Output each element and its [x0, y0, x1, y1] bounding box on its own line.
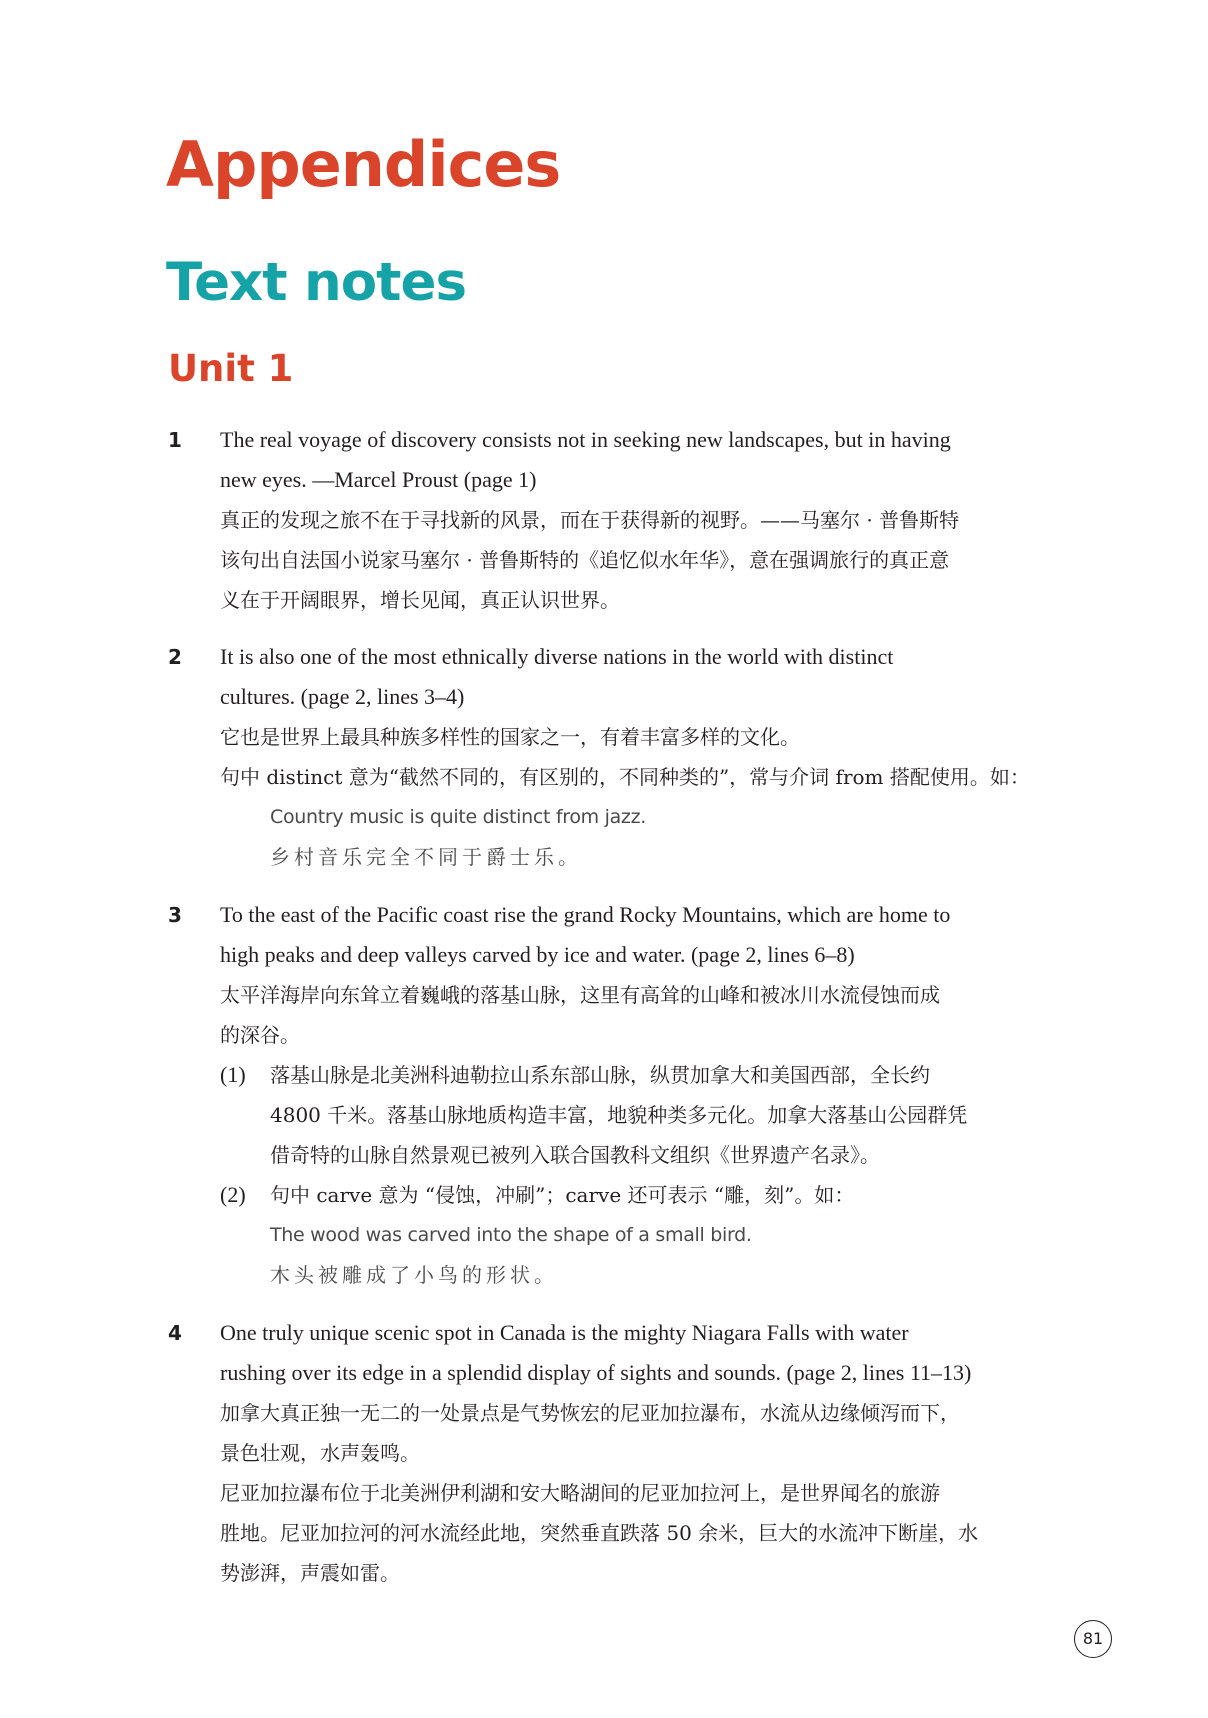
note-number: 4 — [168, 1321, 182, 1345]
note-english-line: The real voyage of discovery consists not in seeking new landscapes, but in having — [220, 427, 951, 452]
note-chinese-line: 句中 distinct 意为“截然不同的，有区别的，不同种类的”，常与介词 from 搭配使用。如： — [220, 765, 1030, 789]
sub-note-line: 句中 carve 意为 “侵蚀，冲刷”；carve 还可表示 “雕，刻”。如： — [270, 1183, 855, 1207]
unit-heading: Unit 1 — [168, 347, 294, 390]
note-chinese-line: 它也是世界上最具种族多样性的国家之一，有着丰富多样的文化。 — [220, 725, 800, 749]
example-translation: 乡村音乐完全不同于爵士乐。 — [270, 845, 582, 869]
example-sentence: Country music is quite distinct from jazz. — [270, 806, 647, 828]
note-body — [220, 637, 1065, 877]
note-chinese-line: 景色壮观，水声轰鸣。 — [220, 1441, 420, 1465]
note-english-line: rushing over its edge in a splendid display of sights and sounds. (page 2, lines 11–13) — [220, 1360, 972, 1385]
text-notes-heading: Text notes — [166, 252, 467, 313]
note-chinese-line: 该句出自法国小说家马塞尔 · 普鲁斯特的《追忆似水年华》，意在强调旅行的真正意 — [220, 548, 950, 572]
note-body — [220, 420, 1065, 620]
note-number: 1 — [168, 428, 182, 452]
note-english-line: high peaks and deep valleys carved by ice and water. (page 2, lines 6–8) — [220, 942, 855, 967]
note-chinese-line: 胜地。尼亚加拉河的河水流经此地，突然垂直跌落 50 余米，巨大的水流冲下断崖，水 — [220, 1521, 979, 1545]
appendices-heading: Appendices — [166, 128, 561, 201]
note-chinese-line: 太平洋海岸向东耸立着巍峨的落基山脉，这里有高耸的山峰和被冰川水流侵蚀而成 — [220, 983, 940, 1007]
note-chinese-line: 尼亚加拉瀑布位于北美洲伊利湖和安大略湖间的尼亚加拉河上，是世界闻名的旅游 — [220, 1481, 940, 1505]
note-english-line: One truly unique scenic spot in Canada is the mighty Niagara Falls with water — [220, 1320, 909, 1345]
page-number: 81 — [1074, 1620, 1112, 1658]
note-body — [220, 1313, 1065, 1593]
note-chinese-line: 加拿大真正独一无二的一处景点是气势恢宏的尼亚加拉瀑布，水流从边缘倾泻而下， — [220, 1401, 960, 1425]
note-chinese-line: 势澎湃，声震如雷。 — [220, 1561, 400, 1585]
note-chinese-line: 真正的发现之旅不在于寻找新的风景，而在于获得新的视野。——马塞尔 · 普鲁斯特 — [220, 508, 960, 532]
sub-note-line: 落基山脉是北美洲科迪勒拉山系东部山脉，纵贯加拿大和美国西部，全长约 — [270, 1063, 930, 1087]
sub-note-label: (1) — [220, 1062, 246, 1087]
sub-note-1 — [220, 1055, 1065, 1175]
note-body — [220, 895, 1065, 1295]
example-block — [270, 1215, 1065, 1295]
note-english-line: cultures. (page 2, lines 3–4) — [220, 684, 465, 709]
note-chinese-line: 义在于开阔眼界，增长见闻，真正认识世界。 — [220, 588, 620, 612]
example-sentence: The wood was carved into the shape of a small bird. — [270, 1224, 752, 1246]
sub-note-line: 借奇特的山脉自然景观已被列入联合国教科文组织《世界遗产名录》。 — [270, 1143, 880, 1167]
example-block — [220, 797, 1065, 877]
note-number: 3 — [168, 903, 182, 927]
note-chinese-line: 的深谷。 — [220, 1023, 300, 1047]
example-translation: 木头被雕成了小鸟的形状。 — [270, 1263, 558, 1287]
sub-note-label: (2) — [220, 1182, 246, 1207]
note-english-line: new eyes. —Marcel Proust (page 1) — [220, 467, 537, 492]
sub-note-line: 4800 千米。落基山脉地质构造丰富，地貌种类多元化。加拿大落基山公园群凭 — [270, 1103, 968, 1127]
note-english-line: To the east of the Pacific coast rise the grand Rocky Mountains, which are home to — [220, 902, 951, 927]
note-number: 2 — [168, 645, 182, 669]
note-english-line: It is also one of the most ethnically diverse nations in the world with distinct — [220, 644, 894, 669]
sub-note-2 — [220, 1175, 1065, 1295]
